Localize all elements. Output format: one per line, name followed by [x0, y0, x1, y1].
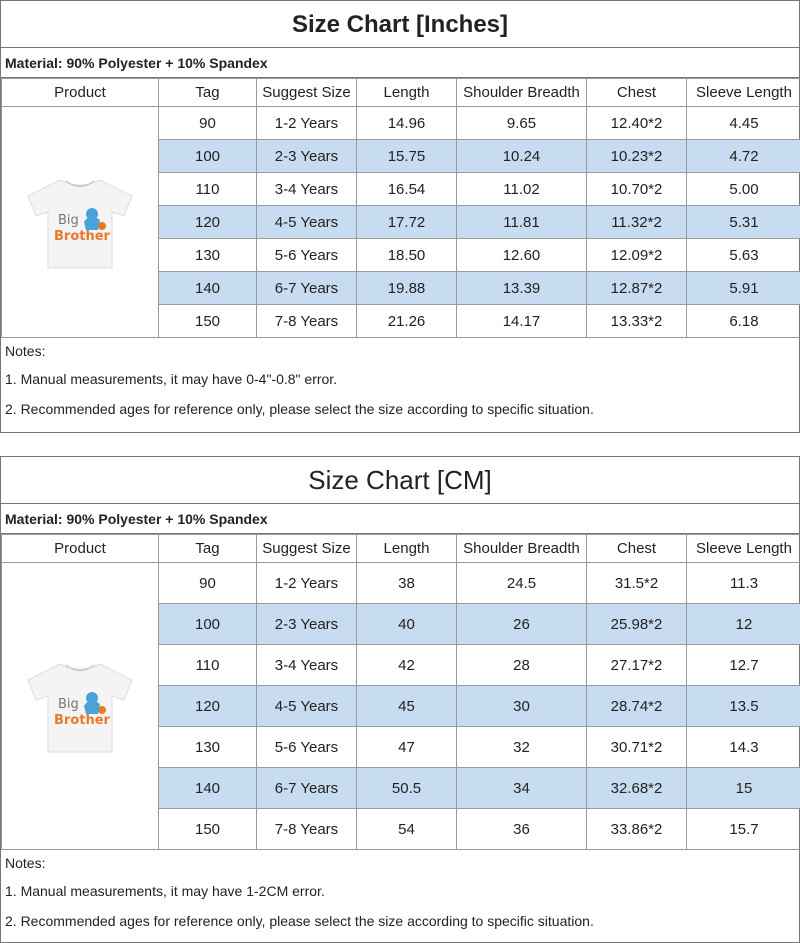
- table-cell: 4-5 Years: [257, 206, 357, 239]
- table-cell: 9.65: [457, 107, 587, 140]
- table-cell: 13.33*2: [587, 305, 687, 338]
- table-cell: 27.17*2: [587, 645, 687, 686]
- table-cell: 40: [357, 604, 457, 645]
- table-cell: 110: [159, 173, 257, 206]
- table-cell: 50.5: [357, 768, 457, 809]
- table-row: [2, 563, 800, 604]
- chart-title: Size Chart [Inches]: [1, 1, 799, 48]
- notes-header: Notes:: [5, 855, 46, 871]
- table-cell: 32.68*2: [587, 768, 687, 809]
- shirt-text-line1: Big: [58, 213, 79, 228]
- table-cell: 1-2 Years: [257, 107, 357, 140]
- table-cell: 12.60: [457, 239, 587, 272]
- table-cell: 28.74*2: [587, 686, 687, 727]
- table-cell: 25.98*2: [587, 604, 687, 645]
- table-cell: 33.86*2: [587, 809, 687, 850]
- column-header: Product: [2, 79, 159, 107]
- table-cell: 17.72: [357, 206, 457, 239]
- column-header: Product: [2, 535, 159, 563]
- note-item: 1. Manual measurements, it may have 1-2CM error.: [5, 883, 325, 899]
- header-row: [2, 79, 800, 107]
- table-cell: 31.5*2: [587, 563, 687, 604]
- column-header: Suggest Size: [257, 535, 357, 563]
- table-cell: 140: [159, 272, 257, 305]
- size-chart-cm: [0, 456, 800, 943]
- table-cell: 100: [159, 604, 257, 645]
- product-cell: [2, 563, 159, 850]
- table-cell: 12.87*2: [587, 272, 687, 305]
- product-tshirt-image: [20, 656, 140, 756]
- table-cell: 140: [159, 768, 257, 809]
- table-cell: 26: [457, 604, 587, 645]
- table-cell: 1-2 Years: [257, 563, 357, 604]
- table-cell: 130: [159, 727, 257, 768]
- table-cell: 110: [159, 645, 257, 686]
- notes: [1, 850, 799, 936]
- column-header: Length: [357, 535, 457, 563]
- table-cell: 11.32*2: [587, 206, 687, 239]
- table-cell: 6-7 Years: [257, 768, 357, 809]
- table-cell: 24.5: [457, 563, 587, 604]
- table-cell: 5.00: [687, 173, 800, 206]
- table-cell: 32: [457, 727, 587, 768]
- table-cell: 11.02: [457, 173, 587, 206]
- table-cell: 150: [159, 809, 257, 850]
- table-cell: 42: [357, 645, 457, 686]
- table-cell: 3-4 Years: [257, 173, 357, 206]
- column-header: Sleeve Length: [687, 79, 800, 107]
- table-cell: 14.96: [357, 107, 457, 140]
- table-cell: 4.72: [687, 140, 800, 173]
- material-line: Material: 90% Polyester + 10% Spandex: [1, 48, 799, 78]
- table-cell: 30.71*2: [587, 727, 687, 768]
- column-header: Chest: [587, 79, 687, 107]
- header-row: [2, 535, 800, 563]
- column-header: Suggest Size: [257, 79, 357, 107]
- column-header: Tag: [159, 79, 257, 107]
- table-cell: 120: [159, 206, 257, 239]
- table-cell: 5-6 Years: [257, 239, 357, 272]
- table-cell: 14.17: [457, 305, 587, 338]
- table-cell: 10.24: [457, 140, 587, 173]
- table-cell: 15.75: [357, 140, 457, 173]
- table-cell: 90: [159, 563, 257, 604]
- table-cell: 100: [159, 140, 257, 173]
- material-line: Material: 90% Polyester + 10% Spandex: [1, 504, 799, 534]
- column-header: Shoulder Breadth: [457, 79, 587, 107]
- table-cell: 4.45: [687, 107, 800, 140]
- table-cell: 6.18: [687, 305, 800, 338]
- table-cell: 90: [159, 107, 257, 140]
- table-cell: 130: [159, 239, 257, 272]
- shirt-text-line2: Brother: [54, 713, 110, 728]
- table-cell: 45: [357, 686, 457, 727]
- table-cell: 4-5 Years: [257, 686, 357, 727]
- note-item: 2. Recommended ages for reference only, please select the size according to specific situation.: [5, 401, 594, 417]
- table-cell: 12.09*2: [587, 239, 687, 272]
- table-cell: 120: [159, 686, 257, 727]
- table-cell: 47: [357, 727, 457, 768]
- notes: [1, 338, 799, 424]
- shirt-text-line1: Big: [58, 697, 79, 712]
- table-cell: 13.39: [457, 272, 587, 305]
- table-cell: 5.91: [687, 272, 800, 305]
- table-cell: 12: [687, 604, 800, 645]
- table-cell: 13.5: [687, 686, 800, 727]
- table-cell: 21.26: [357, 305, 457, 338]
- product-cell: [2, 107, 159, 338]
- table-cell: 14.3: [687, 727, 800, 768]
- table-cell: 18.50: [357, 239, 457, 272]
- size-chart-inches: [0, 0, 800, 433]
- product-tshirt-image: [20, 172, 140, 272]
- table-cell: 7-8 Years: [257, 305, 357, 338]
- table-cell: 6-7 Years: [257, 272, 357, 305]
- column-header: Sleeve Length: [687, 535, 800, 563]
- table-cell: 10.70*2: [587, 173, 687, 206]
- table-cell: 11.3: [687, 563, 800, 604]
- table-cell: 12.40*2: [587, 107, 687, 140]
- table-cell: 5-6 Years: [257, 727, 357, 768]
- table-cell: 12.7: [687, 645, 800, 686]
- table-row: [2, 107, 800, 140]
- table-cell: 15: [687, 768, 800, 809]
- table-body: [2, 107, 800, 338]
- table-cell: 36: [457, 809, 587, 850]
- table-cell: 30: [457, 686, 587, 727]
- table-cell: 34: [457, 768, 587, 809]
- table-cell: 11.81: [457, 206, 587, 239]
- table-cell: 16.54: [357, 173, 457, 206]
- table-cell: 7-8 Years: [257, 809, 357, 850]
- notes-header: Notes:: [5, 343, 46, 359]
- table-cell: 15.7: [687, 809, 800, 850]
- table-cell: 38: [357, 563, 457, 604]
- note-item: 1. Manual measurements, it may have 0-4"-0.8" error.: [5, 371, 338, 387]
- column-header: Shoulder Breadth: [457, 535, 587, 563]
- table-cell: 19.88: [357, 272, 457, 305]
- table-cell: 28: [457, 645, 587, 686]
- column-header: Tag: [159, 535, 257, 563]
- size-table: [1, 534, 800, 850]
- table-cell: 54: [357, 809, 457, 850]
- column-header: Length: [357, 79, 457, 107]
- table-cell: 3-4 Years: [257, 645, 357, 686]
- note-item: 2. Recommended ages for reference only, please select the size according to specific situation.: [5, 913, 594, 929]
- column-header: Chest: [587, 535, 687, 563]
- table-cell: 2-3 Years: [257, 140, 357, 173]
- table-cell: 2-3 Years: [257, 604, 357, 645]
- table-cell: 5.63: [687, 239, 800, 272]
- table-cell: 10.23*2: [587, 140, 687, 173]
- shirt-text-line2: Brother: [54, 229, 110, 244]
- table-body: [2, 563, 800, 850]
- table-cell: 150: [159, 305, 257, 338]
- chart-title: Size Chart [CM]: [1, 457, 799, 504]
- table-cell: 5.31: [687, 206, 800, 239]
- size-table: [1, 78, 800, 338]
